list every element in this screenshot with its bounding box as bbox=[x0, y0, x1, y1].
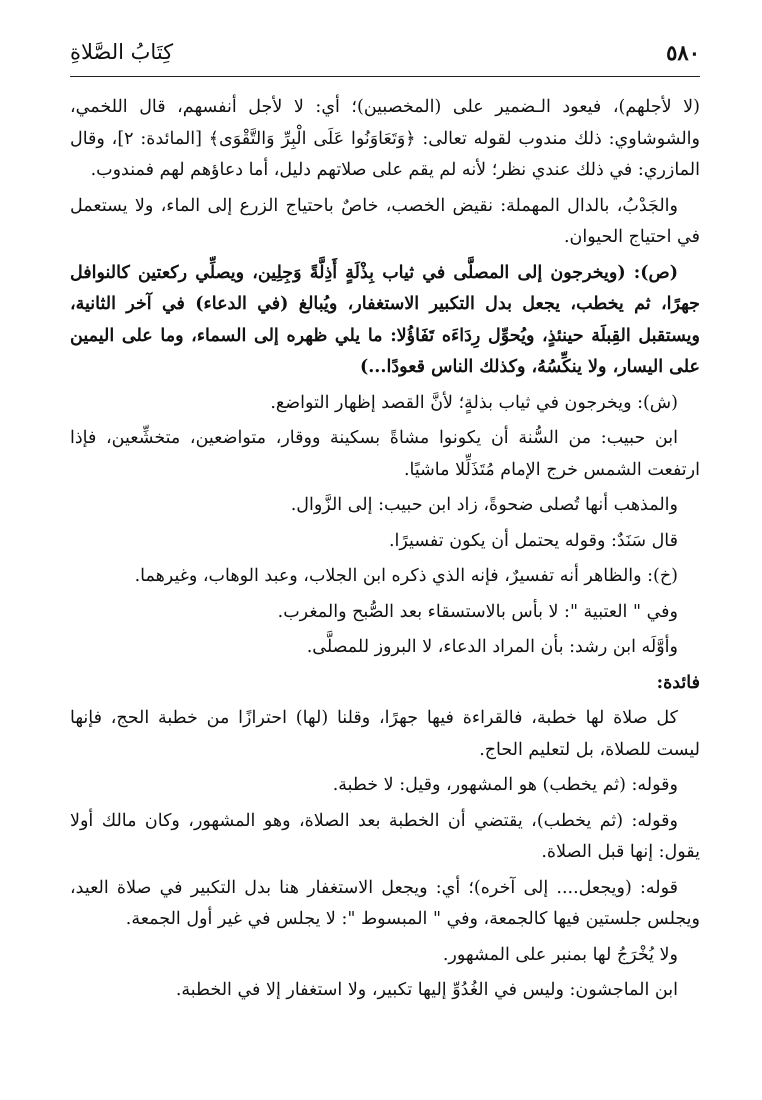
page-header bbox=[70, 38, 700, 82]
paragraph-13: وقوله: (ثم يخطب) هو المشهور، وقيل: لا خطبة. bbox=[332, 775, 678, 795]
paragraph-7: قال سَنَدٌ: وقوله يحتمل أن يكون تفسيرًا. bbox=[388, 530, 678, 551]
paragraph-5: ابن حبيب: من السُّنة أن يكونوا مشاةً بسكينة ووقار، متواضعين، متخشِّعين، فإذا ارتفعت الشمس خرج الإمام مُتَذَلِّلا ماشيًا. bbox=[70, 428, 700, 480]
paragraph-9: وفي " العتبية ": لا بأس بالاستسقاء بعد الصُّبح والمغرب. bbox=[277, 601, 678, 622]
section-heading: فائدة: bbox=[656, 672, 700, 693]
paragraph-14: وقوله: (ثم يخطب)، يقتضي أن الخطبة بعد الصلاة، وهو المشهور، وكان مالك أولا يقول: إنها قبل الصلاة. bbox=[70, 810, 700, 862]
paragraph-10: وأوَّلَه ابن رشد: بأن المراد الدعاء، لا البروز للمصلَّى. bbox=[306, 637, 678, 657]
paragraph-16: ولا يُخْرَجُ لها بمنبر على المشهور. bbox=[442, 944, 678, 965]
paragraph-2: والجَدْبُ، بالدال المهملة: نقيض الخصب، خاصٌ باحتياج الزرع إلى الماء، ولا يستعمل في احتياج الحيوان. bbox=[70, 195, 700, 247]
paragraph-17: ابن الماجشون: وليس في الغُدُوِّ إليها تكبير، ولا استغفار إلا في الخطبة. bbox=[175, 980, 678, 1000]
paragraph-8: (خ): والظاهر أنه تفسيرٌ، فإنه الذي ذكره ابن الجلاب، وعبد الوهاب، وغيرهما. bbox=[134, 566, 678, 586]
paragraph-12: كل صلاة لها خطبة، فالقراءة فيها جهرًا، وقلنا (لها) احترازًا من خطبة الحج، فإنها ليست للصلاة، بل لتعليم الحاج. bbox=[70, 708, 700, 760]
paragraph-1: (لا لأجلهم)، فيعود الـضمير على (المخصبين)؛ أي: لا لأجل أنفسهم، قال اللخمي، والشوشاوي: ذلك مندوب لقوله تعالى: ﴿وَتَعَاوَنُوا عَلَى الْبِرِّ وَالتَّقْوَى﴾ [المائدة: ٢]، وقال المازري: في ذلك عندي نظر؛ لأنه لم يقم على صلاتهم دليل، أما دعاؤهم لهم فمندوب. bbox=[70, 97, 700, 180]
paragraph-4: (ش): ويخرجون في ثياب بذلةٍ؛ لأنَّ القصد إظهار التواضع. bbox=[270, 392, 678, 413]
header-rule bbox=[70, 76, 700, 77]
paragraph-15: قوله: (ويجعل.... إلى آخره)؛ أي: ويجعل الاستغفار هنا بدل التكبير في صلاة العيد، ويجلس جلستين فيها كالجمعة، وفي " المبسوط ": لا يجلس في غير أول الجمعة. bbox=[70, 877, 700, 929]
page-number: ٥٨٠ bbox=[666, 40, 700, 65]
page-body bbox=[70, 92, 700, 1011]
running-title: كِتَابُ الصَّلاةِ bbox=[70, 40, 174, 64]
matn-paragraph: (ص): (ويخرجون إلى المصلَّى في ثياب بِذْلَةٍ أَذِلَّةً وَجِلِين، ويصلِّي ركعتين كالنوافل جهرًا، ثم يخطب، يجعل بدل التكبير الاستغفار، ويُبالغ (في الدعاء) في آخر الثانية، ويستقبل القِبلَة حينئذٍ، ويُحوِّل رِدَاءَه تَفَاؤُلا: ما يلي ظهره إلى السماء، وما على اليمين على اليسار، ولا ينكِّسُهُ، وكذلك الناس قعودًا...) bbox=[70, 262, 700, 377]
paragraph-6: والمذهب أنها تُصلى ضحوةً، زاد ابن حبيب: إلى الزَّوال. bbox=[290, 495, 678, 515]
